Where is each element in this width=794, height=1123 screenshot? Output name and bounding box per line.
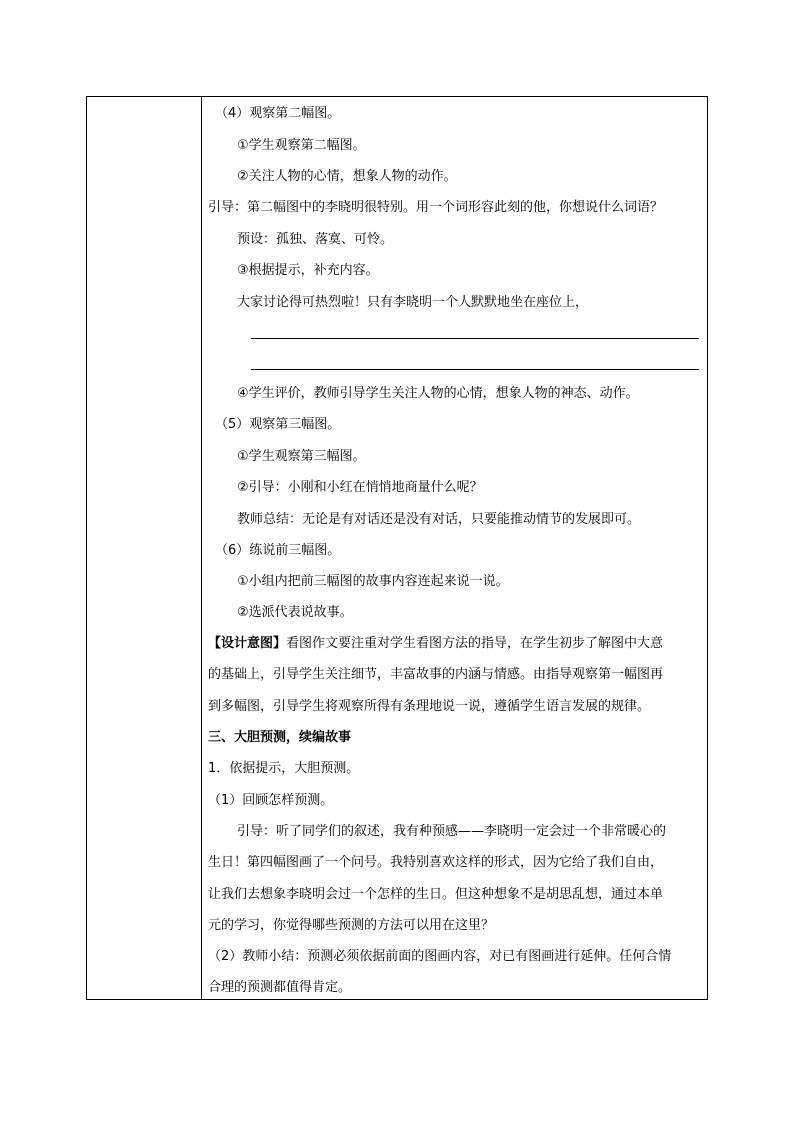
text-line: 预设：孤独、落寞、可怜。 bbox=[237, 232, 394, 247]
text-line: 引导：第二幅图中的李晓明很特别。用一个词形容此刻的他，你想说什么词语？ bbox=[208, 200, 664, 215]
table-right-cell bbox=[202, 97, 707, 999]
text-line: ①小组内把前三幅图的故事内容连起来说一说。 bbox=[237, 574, 509, 589]
text-line: ④学生评价，教师引导学生关注人物的心情，想象人物的神态、动作。 bbox=[237, 386, 639, 401]
text-line: 让我们去想象李晓明会过一个怎样的生日。但这种想象不是胡思乱想，通过本单 bbox=[208, 887, 664, 902]
text-line: ③根据提示，补充内容。 bbox=[237, 263, 379, 278]
text-line: 生日！第四幅图画了一个问号。我特别喜欢这样的形式，因为它给了我们自由， bbox=[208, 855, 664, 870]
text-line: （5）观察第三幅图。 bbox=[215, 417, 341, 432]
text-line: 的基础上，引导学生关注细节，丰富故事的内涵与情感。由指导观察第一幅图再 bbox=[208, 667, 664, 682]
text-line: （1）回顾怎样预测。 bbox=[208, 793, 334, 808]
text-line: ①学生观察第三幅图。 bbox=[237, 449, 366, 464]
text-line: （4）观察第二幅图。 bbox=[215, 106, 341, 121]
blank-write-line bbox=[251, 369, 699, 370]
text-line: 引导：听了同学们的叙述，我有种预感——李晓明一定会过一个非常暖心的 bbox=[237, 824, 667, 839]
text-line: 1．依据提示，大胆预测。 bbox=[208, 761, 360, 776]
text-line: （6）练说前三幅图。 bbox=[215, 543, 341, 558]
text-line: 到多幅图，引导学生将观察所得有条理地说一说，遵循学生语言发展的规律。 bbox=[208, 699, 651, 714]
text-line: 大家讨论得可热烈啦！只有李晓明一个人默默地坐在座位上， bbox=[237, 295, 589, 310]
text-line: ②选派代表说故事。 bbox=[237, 605, 353, 620]
text-line: 教师总结：无论是有对话还是没有对话，只要能推动情节的发展即可。 bbox=[237, 512, 641, 527]
blank-write-line bbox=[251, 338, 699, 339]
text-line: 元的学习，你觉得哪些预测的方法可以用在这里？ bbox=[208, 918, 495, 933]
text-line: ②引导：小刚和小红在悄悄地商量什么呢？ bbox=[237, 480, 483, 495]
lesson-table bbox=[86, 96, 708, 1000]
design-intent-label: 【设计意图】 bbox=[208, 636, 287, 651]
text-line: ①学生观察第二幅图。 bbox=[237, 138, 366, 153]
table-left-cell bbox=[87, 97, 201, 999]
text-line: 合理的预测都值得肯定。 bbox=[208, 980, 352, 995]
section-heading: 三、大胆预测，续编故事 bbox=[208, 730, 352, 745]
design-intent-line: 【设计意图】看图作文要注重对学生看图方法的指导，在学生初步了解图中大意 bbox=[208, 636, 664, 651]
text-line: ②关注人物的心情，想象人物的动作。 bbox=[237, 169, 457, 184]
text-line: （2）教师小结：预测必须依据前面的图画内容，对已有图画进行延伸。任何合情 bbox=[208, 949, 672, 964]
